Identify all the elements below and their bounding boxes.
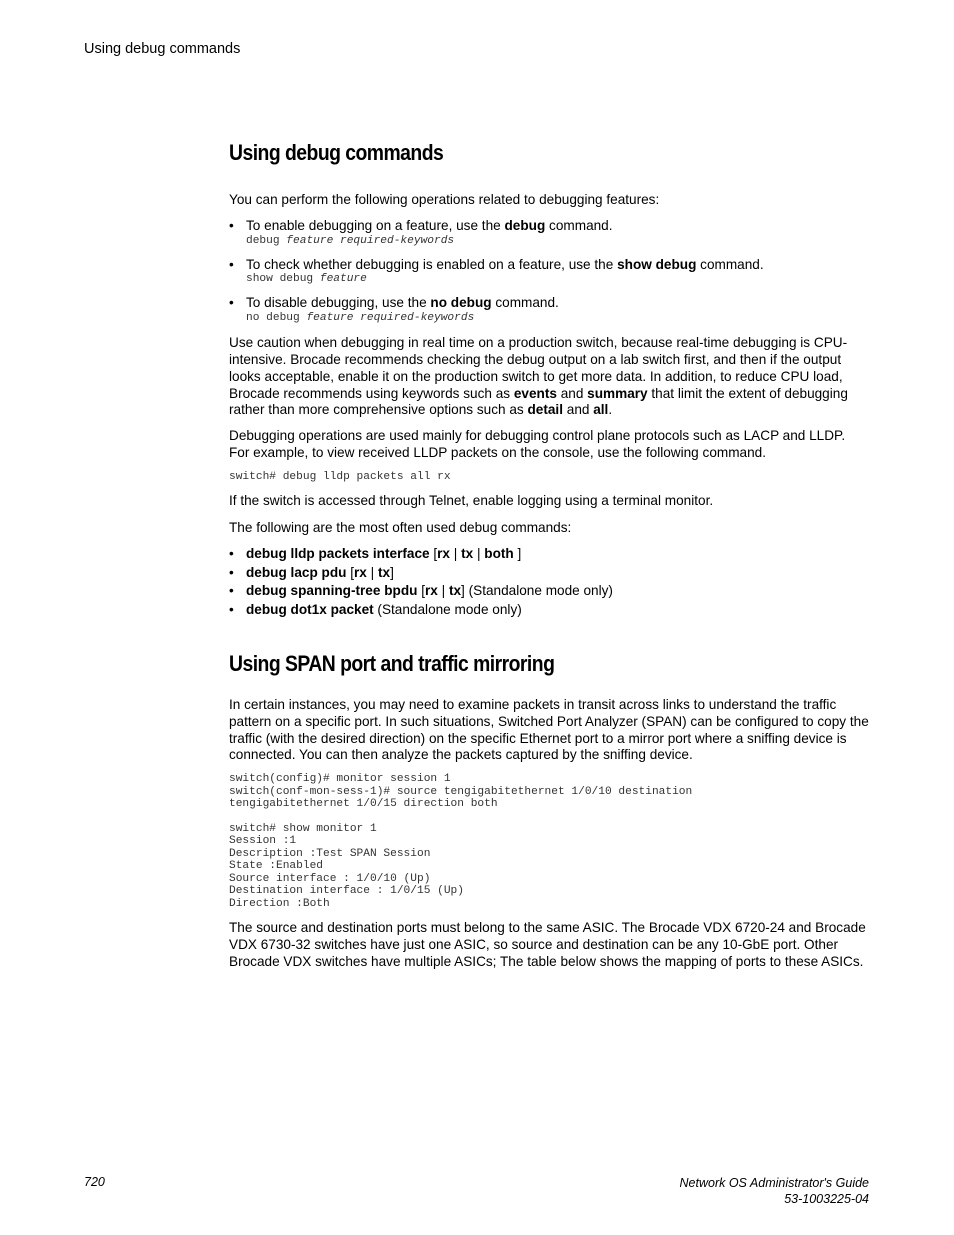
command-syntax: no debug feature required-keywords (246, 312, 475, 325)
list-item: • To disable debugging, use the no debug command. no debug feature required-keywords (229, 295, 869, 325)
command-name: show debug (617, 256, 697, 272)
asic-paragraph: The source and destination ports must belong to the same ASIC. The Brocade VDX 6720-24 and Brocade VDX 6730-32 switches have just one ASIC, so source and destination can be any 10-GbE port. Other Brocade VDX switches have multiple ASICs; The table below shows the mapping of ports to these ASICs. (229, 920, 866, 969)
guide-title: Network OS Administrator's Guide (679, 1176, 869, 1190)
command-syntax: show debug feature (246, 273, 367, 286)
section-heading-span: Using SPAN port and traffic mirroring (229, 651, 555, 677)
page-body (229, 140, 869, 971)
common-commands-list (229, 546, 869, 619)
common-commands-intro: The following are the most often used debug commands: (229, 520, 572, 536)
span-config-code: switch(config)# monitor session 1 switch(conf-mon-sess-1)# source tengigabitethernet 1/0/10 destination tengigabitethernet 1/0/15 direction both (229, 773, 693, 811)
span-intro: In certain instances, you may need to examine packets in transit across links to understand the traffic pattern on a specific port. In such situations, Switched Port Analyzer (SPAN) can be configured to copy the traffic (with the desired direction) on the specific Ethernet port to a mirror port where a sniffing device is connected. You can then analyze the packets captured by the sniffing device. (229, 697, 869, 763)
command-name: debug (504, 217, 546, 233)
list-item: • debug spanning-tree bpdu [rx | tx] (Standalone mode only) (229, 583, 613, 599)
debug-intro: You can perform the following operations related to debugging features: (229, 192, 660, 207)
list-item: • To check whether debugging is enabled on a feature, use the show debug command. show debug feature (229, 257, 869, 287)
doc-number: 53-1003225-04 (784, 1192, 869, 1206)
footer-doc-info (680, 1175, 869, 1207)
lldp-code-example: switch# debug lldp packets all rx (229, 470, 451, 483)
list-item: • To enable debugging on a feature, use the debug command. debug feature required-keywords (229, 218, 869, 248)
command-name: no debug (430, 295, 492, 311)
list-item: • debug dot1x packet (Standalone mode only) (229, 602, 522, 618)
lldp-paragraph: Debugging operations are used mainly for debugging control plane protocols such as LACP and LLDP. For example, to view received LLDP packets on the console, use the following command. (229, 428, 846, 460)
section-heading-debug: Using debug commands (229, 140, 444, 165)
list-item: • debug lldp packets interface [rx | tx | both ] (229, 545, 522, 561)
running-header: Using debug commands (84, 41, 241, 57)
telnet-paragraph: If the switch is accessed through Telnet, enable logging using a terminal monitor. (229, 493, 714, 509)
caution-paragraph: Use caution when debugging in real time on a production switch, because real-time debugging is CPU-intensive. Brocade recommends checking the debug output on a lab switch first, and then if the output looks acceptable, enable it on the production switch to get more data. In addition, to reduce CPU load, Brocade recommends using keywords such as events and summary that limit the extent of debugging rather than more comprehensive options such as detail and all. (229, 335, 848, 418)
command-syntax: debug feature required-keywords (246, 234, 455, 247)
list-item: • debug lacp pdu [rx | tx] (229, 564, 394, 580)
debug-operations-list (229, 218, 869, 325)
span-show-code: switch# show monitor 1 Session :1 Description :Test SPAN Session State :Enabled Source interface : 1/0/10 (Up) Destination interface : 1/0/15 (Up) Direction :Both (229, 822, 464, 910)
page-number: 720 (84, 1175, 105, 1189)
